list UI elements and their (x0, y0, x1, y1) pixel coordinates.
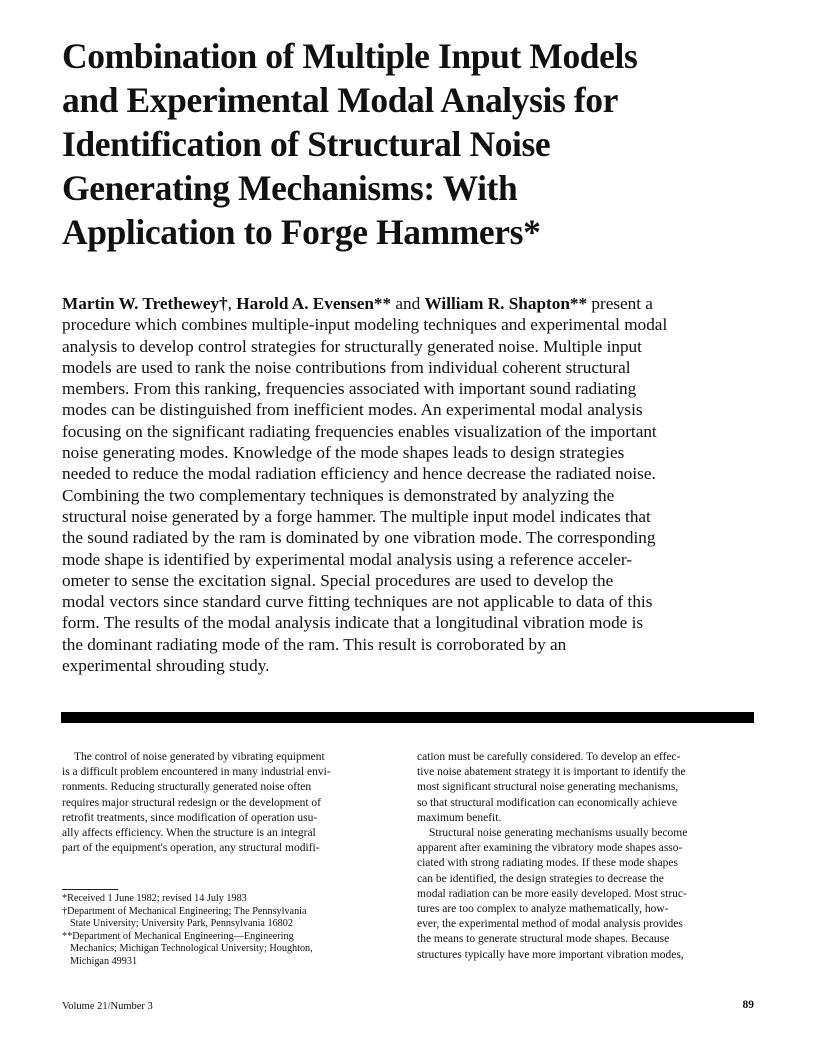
author-line-tail: present a (587, 294, 653, 313)
abstract-line: the dominant radiating mode of the ram. This result is corroborated by an (62, 634, 567, 654)
abstract-line: mode shape is identified by experimental modal analysis using a reference acceler- (62, 549, 632, 569)
body-line: is a difficult problem encountered in many industrial envi- (62, 766, 331, 779)
body-line: modal radiation can be more easily developed. Most struc- (417, 887, 687, 900)
footnotes (62, 893, 393, 969)
footnote-line: State University; University Park, Pennsylvania 16802 (70, 918, 293, 930)
abstract-line: Combining the two complementary techniques is demonstrated by analyzing the (62, 485, 615, 505)
abstract-line: ometer to sense the excitation signal. Special procedures are used to develop the (62, 570, 614, 590)
body-line: ally affects efficiency. When the structure is an integral (62, 827, 316, 840)
title-line: Generating Mechanisms: With (62, 168, 518, 208)
body-line: tive noise abatement strategy it is important to identify the (417, 766, 686, 779)
title-line: Combination of Multiple Input Models (62, 36, 638, 76)
body-line: can be identified, the design strategies to decrease the (417, 872, 664, 885)
abstract-line: analysis to develop control strategies for structurally generated noise. Multiple input (62, 336, 642, 356)
footnote-line: †Department of Mechanical Engineering; The Pennsylvania (62, 905, 307, 917)
body-line: so that structural modification can economically achieve (417, 796, 677, 809)
abstract-line: needed to reduce the modal radiation efficiency and hence decrease the radiated noise. (62, 464, 656, 484)
body-line: ciated with strong radiating modes. If these mode shapes (417, 857, 678, 870)
body-column-left (62, 750, 393, 856)
title-line: Identification of Structural Noise (62, 124, 551, 164)
body-line: structures typically have more important vibration modes, (417, 948, 684, 961)
author-name: William R. Shapton** (424, 294, 588, 313)
body-line: ronments. Reducing structurally generated noise often (62, 781, 312, 794)
body-line: the means to generate structural mode shapes. Because (417, 933, 670, 946)
title-line: Application to Forge Hammers* (62, 212, 541, 252)
body-line: requires major structural redesign or the development of (62, 796, 321, 809)
abstract-line: modes can be distinguished from inefficient modes. An experimental modal analysis (62, 400, 643, 420)
abstract-line: form. The results of the modal analysis indicate that a longitudinal vibration mode is (62, 613, 644, 633)
body-line: apparent after examining the vibratory mode shapes asso- (417, 842, 683, 855)
abstract-line: structural noise generated by a forge hammer. The multiple input model indicates that (62, 506, 651, 526)
footnote-line: *Received 1 June 1982; revised 14 July 1983 (62, 893, 247, 904)
body-line: ever, the experimental method of modal analysis provides (417, 918, 683, 931)
abstract-line: models are used to rank the noise contributions from individual coherent structural (62, 357, 631, 377)
footnote-line: **Department of Mechanical Engineering—Engineering (62, 930, 294, 942)
abstract-line: noise generating modes. Knowledge of the mode shapes leads to design strategies (62, 443, 625, 463)
abstract-line: procedure which combines multiple-input modeling techniques and experimental modal (62, 315, 668, 335)
body-line: Structural noise generating mechanisms usually become (429, 827, 688, 840)
body-line: part of the equipment's operation, any structural modifi- (62, 842, 320, 855)
body-line: most significant structural noise generating mechanisms, (417, 781, 679, 794)
title-line: and Experimental Modal Analysis for (62, 80, 619, 120)
body-line: tures are too complex to analyze mathematically, how- (417, 903, 669, 916)
page-number: 89 (742, 999, 754, 1011)
body-line: cation must be carefully considered. To develop an effec- (417, 751, 681, 763)
body-line: retrofit treatments, since modification of operation usu- (62, 811, 318, 824)
section-divider-bar (61, 712, 754, 723)
body-column-right (417, 750, 753, 963)
abstract (62, 293, 762, 676)
abstract-line: members. From this ranking, frequencies associated with important sound radiating (62, 379, 637, 399)
author-line (62, 293, 762, 314)
abstract-line: the sound radiated by the ram is dominated by one vibration mode. The corresponding (62, 528, 656, 548)
author-separator: and (391, 294, 425, 313)
body-line: The control of noise generated by vibrating equipment (74, 751, 325, 763)
abstract-line: focusing on the significant radiating frequencies enables visualization of the important (62, 421, 657, 441)
abstract-line: modal vectors since standard curve fitting techniques are not applicable to data of this (62, 592, 653, 612)
body-line: maximum benefit. (417, 811, 502, 824)
abstract-line: experimental shrouding study. (62, 656, 270, 676)
author-separator: , (227, 294, 237, 313)
article-title (62, 34, 762, 254)
footnote-rule (62, 889, 118, 890)
author-name: Harold A. Evensen** (236, 294, 392, 313)
author-name: Martin W. Trethewey† (62, 294, 228, 313)
journal-volume: Volume 21/Number 3 (62, 1001, 153, 1012)
footnote-line: Michigan 49931 (70, 955, 138, 967)
footnote-line: Mechanics; Michigan Technological University; Houghton, (70, 943, 313, 955)
